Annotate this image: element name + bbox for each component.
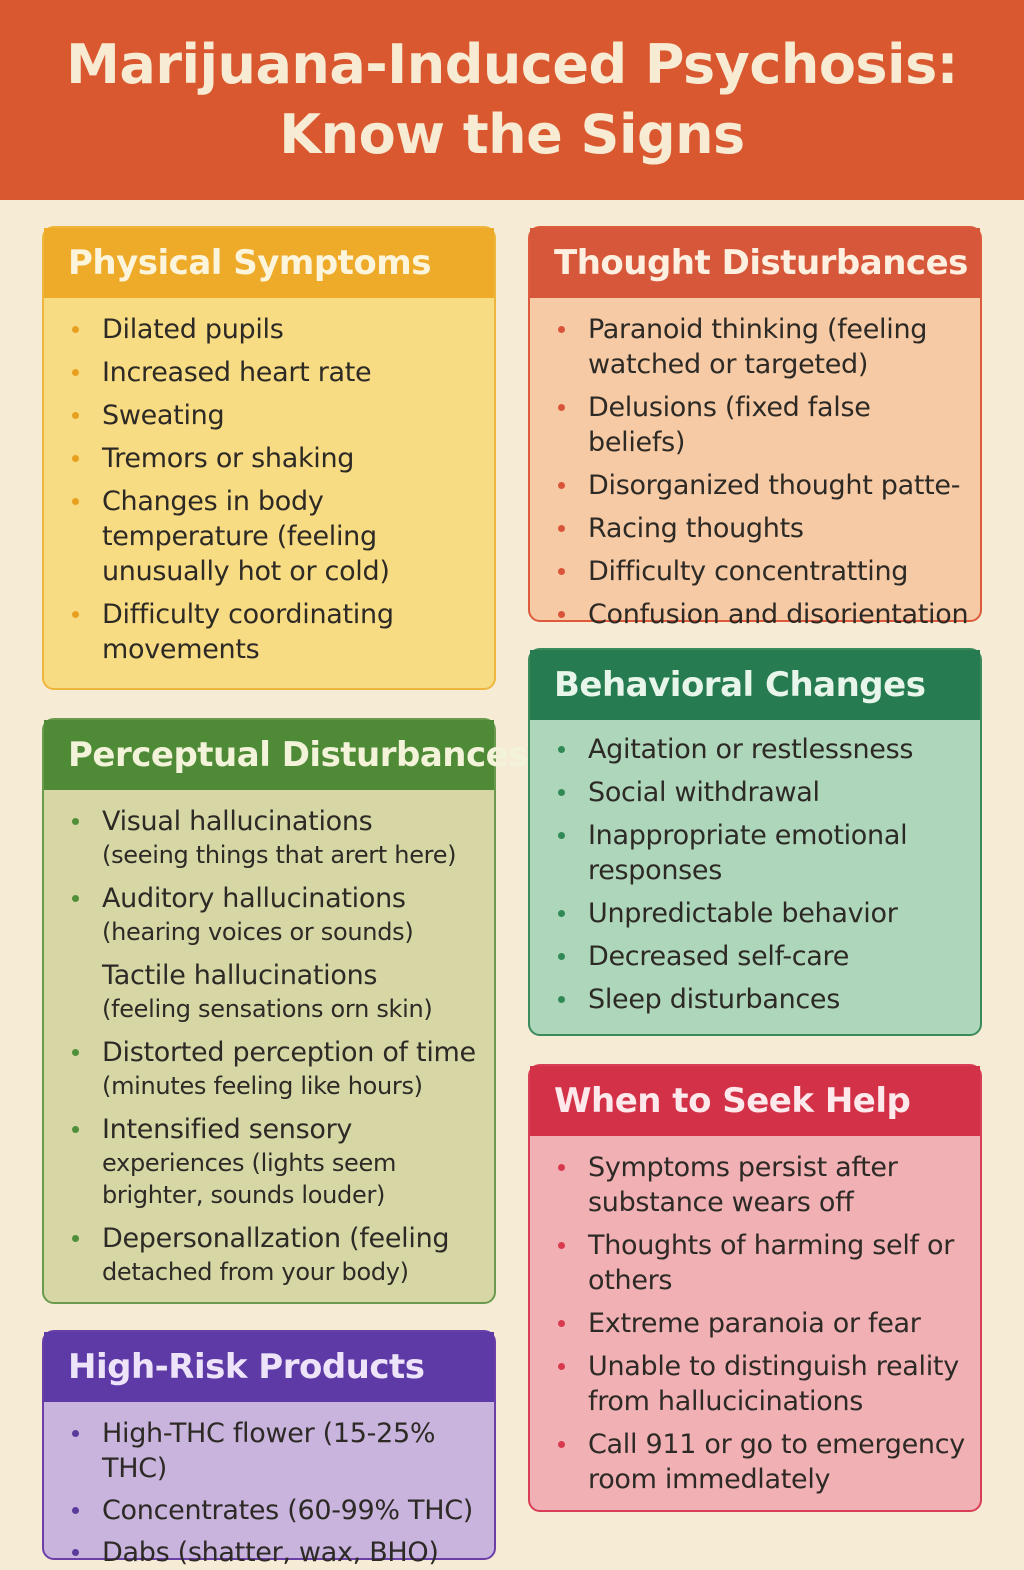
- list-item: Delusions (fixed false beliefs): [552, 390, 970, 460]
- list-item: Dilated pupils: [66, 312, 484, 347]
- list-item: Racing thoughts: [552, 511, 970, 546]
- physical-symptoms-card: [42, 226, 496, 690]
- list-item: Thoughts of harming self or others: [552, 1228, 970, 1298]
- thought-disturbances-heading: Thought Disturbances: [530, 228, 980, 298]
- list-item-main: Intensified sensory: [102, 1114, 353, 1145]
- list-item: Confusion and disorientation: [552, 597, 970, 632]
- list-item: [66, 1035, 484, 1102]
- perceptual-disturbances-list: [44, 790, 494, 1288]
- list-item: Changes in body temperature (feeling unusually hot or cold): [66, 484, 484, 589]
- thought-disturbances-list: [530, 298, 980, 632]
- high-risk-products-card: [42, 1330, 496, 1568]
- list-item: Decreased self-care: [552, 939, 970, 974]
- behavioral-changes-heading: Behavioral Changes: [530, 650, 980, 720]
- list-item-main: Depersonallzation (feeling: [102, 1223, 450, 1254]
- page-title-line-1: Marijuana-Induced Psychosis:: [66, 33, 958, 96]
- list-item-detail: detached from your body): [102, 1258, 409, 1286]
- list-item: Increased heart rate: [66, 355, 484, 390]
- page-title-line-2: Know the Signs: [279, 103, 745, 166]
- behavioral-changes-list: [530, 720, 980, 1017]
- list-item-main: Auditory hallucinations: [102, 883, 406, 914]
- when-to-seek-help-heading: When to Seek Help: [530, 1066, 980, 1136]
- list-item: Unpredictable behavior: [552, 896, 970, 931]
- when-to-seek-help-list: [530, 1136, 980, 1497]
- list-item: Symptoms persist after substance wears off: [552, 1150, 970, 1220]
- list-item: [66, 958, 484, 1025]
- list-item: [66, 1221, 484, 1288]
- list-item-main: Tactile hallucinations: [102, 960, 378, 991]
- physical-symptoms-list: [44, 298, 494, 667]
- list-item: Call 911 or go to emergency room immedlately: [552, 1427, 970, 1497]
- high-risk-products-list: [44, 1402, 494, 1570]
- list-item-main: Visual hallucinations: [102, 806, 373, 837]
- list-item-detail: (seeing things that arert here): [102, 841, 457, 869]
- list-item-main: Distorted perception of time: [102, 1037, 476, 1068]
- high-risk-products-heading: High-Risk Products: [44, 1332, 494, 1402]
- physical-symptoms-heading: Physical Symptoms: [44, 228, 494, 298]
- list-item: Unable to distinguish reality from hallucicinations: [552, 1349, 970, 1419]
- list-item: Social withdrawal: [552, 775, 970, 810]
- list-item: [66, 1112, 484, 1211]
- title-banner: [0, 0, 1024, 200]
- list-item: Disorganized thought patte-: [552, 468, 970, 503]
- list-item: Sleep disturbances: [552, 982, 970, 1017]
- list-item-detail: (feeling sensations orn skin): [102, 995, 433, 1023]
- perceptual-disturbances-card: [42, 718, 528, 1304]
- list-item-detail: experiences (lights seem brighter, sounds louder): [102, 1149, 397, 1209]
- thought-disturbances-card: [528, 226, 982, 630]
- list-item: Paranoid thinking (feeling watched or targeted): [552, 312, 970, 382]
- behavioral-changes-card: [528, 648, 982, 1036]
- list-item: [66, 804, 484, 871]
- list-item-detail: (minutes feeling like hours): [102, 1072, 423, 1100]
- when-to-seek-help-card: [528, 1064, 982, 1512]
- list-item: Inappropriate emotional responses: [552, 818, 970, 888]
- list-item: Dabs (shatter, wax, BHO): [66, 1535, 484, 1570]
- list-item: High-THC flower (15-25% THC): [66, 1416, 484, 1486]
- list-item: Tremors or shaking: [66, 441, 484, 476]
- list-item: Extreme paranoia or fear: [552, 1306, 970, 1341]
- list-item: Difficulty coordinating movements: [66, 597, 484, 667]
- list-item: Sweating: [66, 398, 484, 433]
- list-item: Difficulty concentratting: [552, 554, 970, 589]
- list-item: Concentrates (60-99% THC): [66, 1493, 484, 1528]
- page-title: [0, 0, 1024, 170]
- list-item: [66, 881, 484, 948]
- list-item-detail: (hearing voices or sounds): [102, 918, 414, 946]
- list-item: Agitation or restlessness: [552, 732, 970, 767]
- perceptual-disturbances-heading: Perceptual Disturbances: [44, 720, 494, 790]
